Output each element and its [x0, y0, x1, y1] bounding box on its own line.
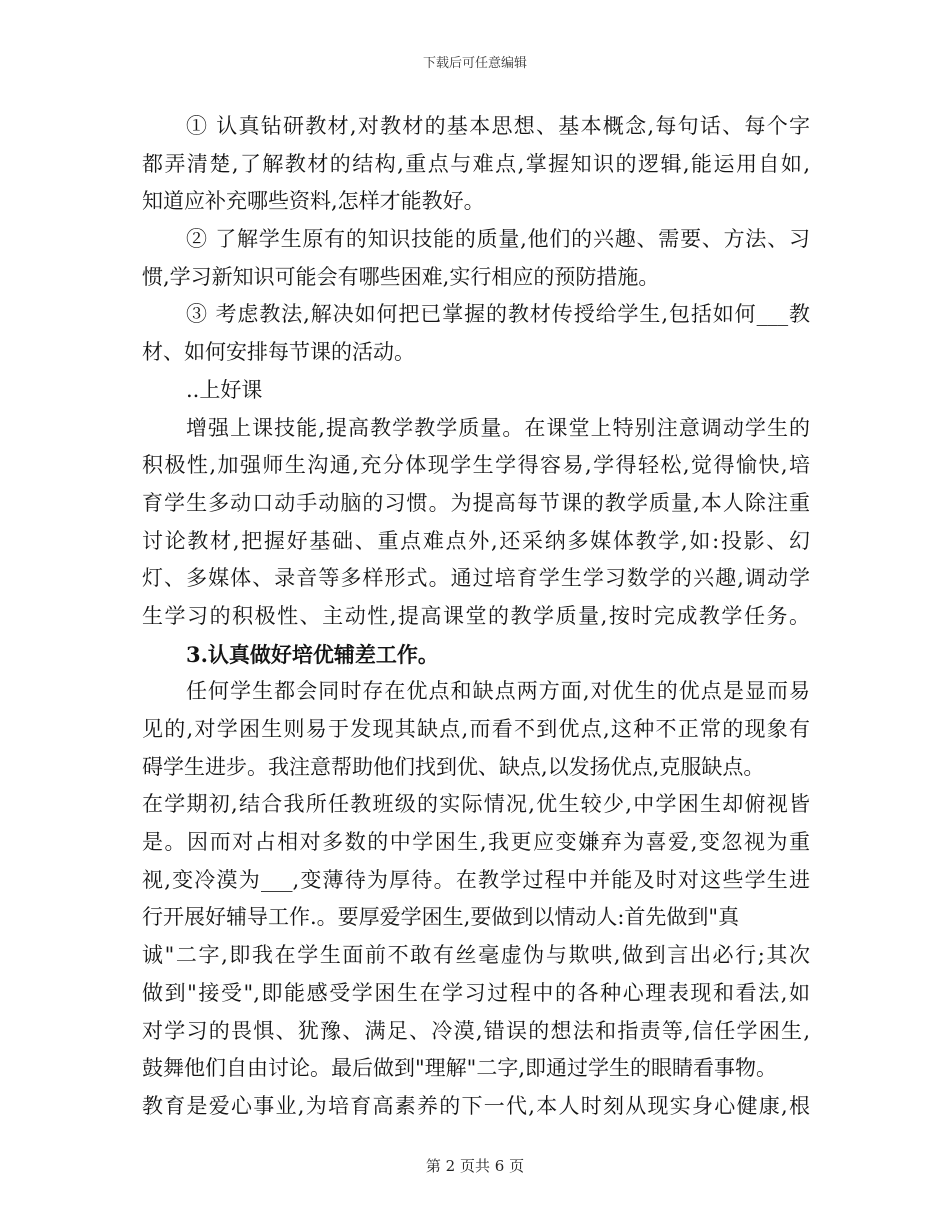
text-line: 对学习的畏惧、犹豫、满足、冷漠,错误的想法和指责等,信任学困生,	[142, 1018, 810, 1043]
page-footer: 第 2 页共 6 页	[425, 1157, 525, 1175]
text-line: 见的,对学困生则易于发现其缺点,而看不到优点,这种不正常的现象有	[142, 717, 810, 741]
text-line: 视,变冷漠为___,变薄待为厚待。在教学过程中并能及时对这些学生进	[142, 867, 810, 892]
text-line: 材、如何安排每节课的活动。	[142, 340, 415, 365]
text-line: 任何学生都会同时存在优点和缺点两方面,对优生的优点是显而易	[186, 679, 810, 704]
text-line: 行开展好辅导工作.。要厚爱学困生,要做到以情动人:首先做到"真	[142, 905, 740, 930]
text-line: 诚"二字,即我在学生面前不敢有丝毫虚伪与欺哄,做到言出必行;其次	[142, 943, 810, 968]
text-line: ① 认真钻研教材,对教材的基本思想、基本概念,每句话、每个字	[186, 114, 810, 138]
text-line: 教育是爱心事业,为培育高素养的下一代,本人时刻从现实身心健康,根	[142, 1093, 810, 1118]
document-body	[142, 108, 810, 1126]
text-line: 知道应补充哪些资料,怎样才能教好。	[142, 189, 485, 214]
text-line: 碍学生进步。我注意帮助他们找到优、缺点,以发扬优点,克服缺点。	[142, 754, 765, 779]
text-line: ..上好课	[186, 377, 263, 402]
text-line: 讨论教材,把握好基础、重点难点外,还采纳多媒体教学,如:投影、幻	[142, 528, 810, 553]
text-line: 做到"接受",即能感受学困生在学习过程中的各种心理表现和看法,如	[142, 980, 810, 1005]
section-heading: 3.认真做好培优辅差工作。	[186, 641, 439, 667]
text-line: 生学习的积极性、主动性,提高课堂的教学质量,按时完成教学任务。	[142, 603, 810, 628]
text-line: 惯,学习新知识可能会有哪些困难,实行相应的预防措施。	[142, 264, 660, 289]
text-line: 是。因而对占相对多数的中学困生,我更应变嫌弃为喜爱,变忽视为重	[142, 830, 810, 855]
text-line: ③ 考虑教法,解决如何把已掌握的教材传授给学生,包括如何___教	[186, 302, 810, 327]
text-line: ② 了解学生原有的知识技能的质量,他们的兴趣、需要、方法、习	[186, 227, 810, 252]
text-line: 都弄清楚,了解教材的结构,重点与难点,掌握知识的逻辑,能运用自如,	[142, 151, 810, 176]
text-line: 灯、多媒体、录音等多样形式。通过培育学生学习数学的兴趣,调动学	[142, 566, 810, 591]
text-line: 积极性,加强师生沟通,充分体现学生学得容易,学得轻松,觉得愉快,培	[142, 453, 810, 478]
text-line: 增强上课技能,提高教学教学质量。在课堂上特别注意调动学生的	[186, 415, 810, 440]
text-line: 鼓舞他们自由讨论。最后做到"理解"二字,即通过学生的眼睛看事物。	[142, 1056, 777, 1081]
text-line: 在学期初,结合我所任教班级的实际情况,优生较少,中学困生却俯视皆	[142, 792, 810, 817]
page-header: 下载后可任意编辑	[422, 56, 527, 71]
text-line: 育学生多动口动手动脑的习惯。为提高每节课的教学质量,本人除注重	[142, 490, 810, 515]
